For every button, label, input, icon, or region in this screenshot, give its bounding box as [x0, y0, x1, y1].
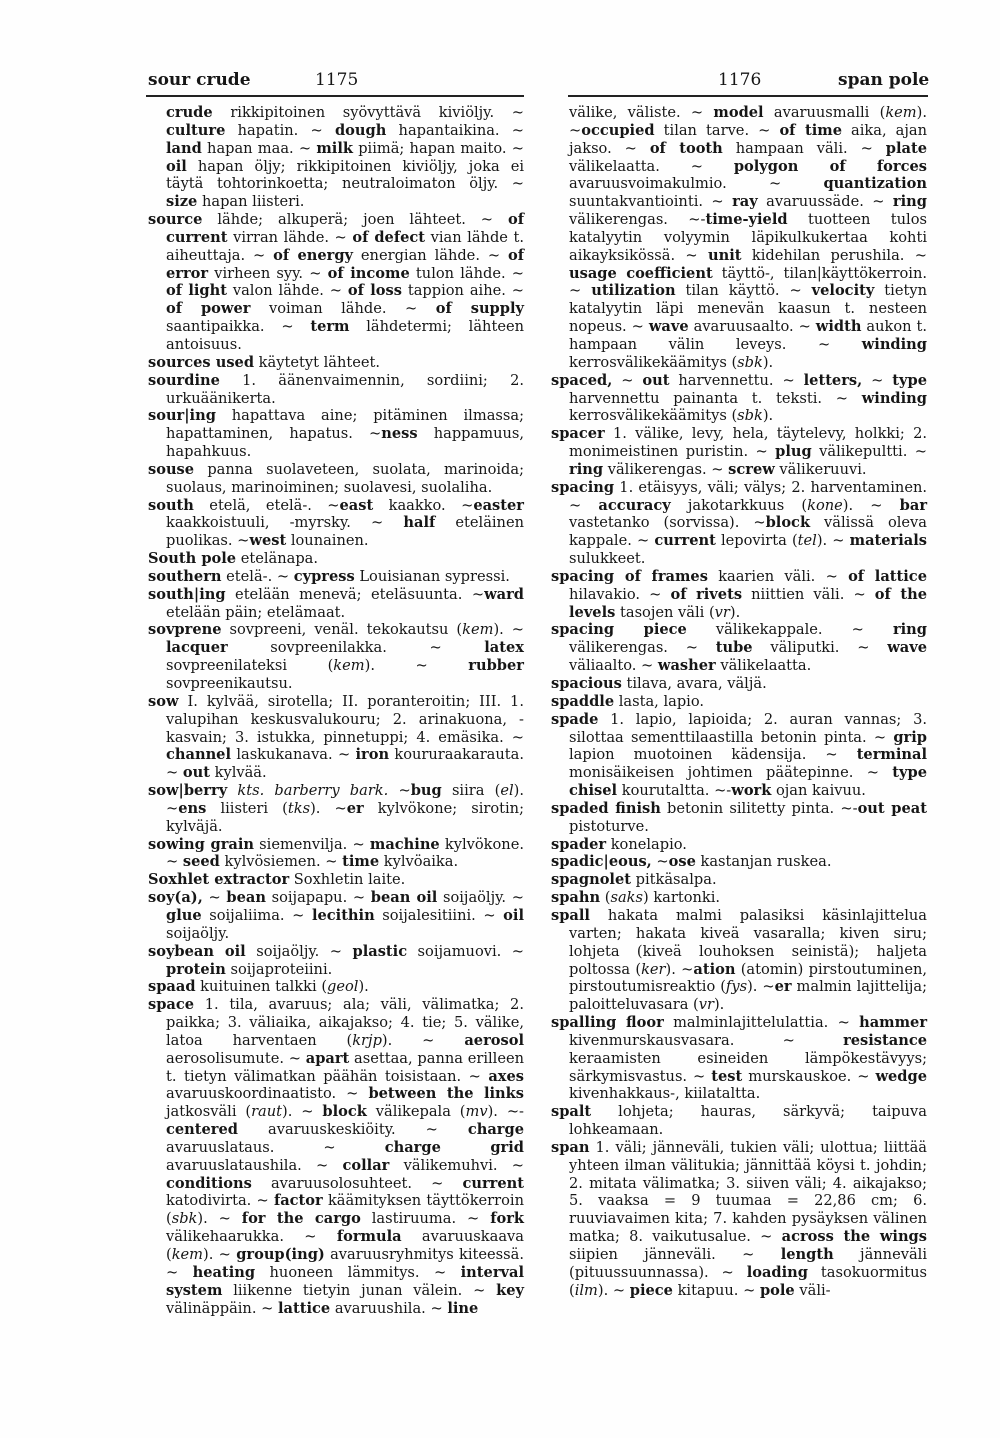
dictionary-entry: soy(a), ~ bean soijapapu. ~ bean oil soijaöljy. ~ glue soijaliima. ~ lecithin soijalesitiini. ~ oil soijaöljy. [148, 889, 524, 942]
dictionary-entry: sources used käytetyt lähteet. [148, 353, 380, 371]
dictionary-entry: spacing piece välikekappale. ~ ring välikerengas. ~ tube väliputki. ~ wave väliaalto. ~ washer välikelaatta. [551, 621, 928, 675]
dictionary-entry: southern etelä-. ~ cypress Louisianan sypressi. [148, 567, 510, 585]
left-running-head: sour crude [148, 70, 251, 90]
dictionary-entry: spaddle lasta, lapio. [551, 692, 705, 710]
dictionary-entry: spaad kuituinen talkki (geol). [148, 978, 369, 996]
dictionary-entry: south etelä, etelä-. ~east kaakko. ~easter kaakkoistuuli, -myrsky. ~ half eteläinen puolikas. ~west lounainen. [148, 496, 524, 550]
right-page-number: 1176 [718, 70, 762, 90]
left-page-number: 1175 [315, 70, 359, 90]
dictionary-entry: spacer 1. välike, levy, hela, täytelevy, holkki; 2. monimeistinen puristin. ~ plug välikepultti. ~ ring välikerengas. ~ screw välikeruuvi. [551, 425, 927, 478]
dictionary-entry: South pole etelänapa. [148, 550, 319, 568]
dictionary-entry: välike, väliste. ~ model avaruusmalli (kem). ~occupied tilan tarve. ~ of time aika, ajan jakso. ~ of tooth hampaan väli. ~ plate välikelaatta. ~ polygon of forces avaruusvoimakulmio. ~ quantization suuntakvantiointi. ~ ray avaruussäde. ~ ring välikerengas. ~-time-yield tuotteen tulos katalyytin volyymin läpikulkukertaa kohti aikayksikössä. ~ unit kidehilan perushila. ~ usage coefficient täyttö-, tilan|käyttökerroin. ~ utilization tilan käyttö. ~ velocity tietyn katalyytin läpi menevän kaasun t. nesteen nopeus. ~ wave avaruusaalto. ~ width aukon t. hampaan välin leveys. ~ winding kerrosvälikekäämitys (sbk). [569, 104, 927, 371]
dictionary-entry: spacious tilava, avara, väljä. [551, 675, 767, 692]
dictionary-entry: spagnolet pitkäsalpa. [551, 871, 717, 889]
left-column [148, 104, 524, 1317]
dictionary-entry: soybean oil soijaöljy. ~ plastic soijamuovi. ~ protein soijaproteiini. [148, 942, 524, 978]
dictionary-entry: source lähde; alkuperä; joen lähteet. ~ of current virran lähde. ~ of defect vian lähde t. aiheuttaja. ~ of energy energian lähde. ~ of error virheen syy. ~ of income tulon lähde. ~ of light valon lähde. ~ of loss tappion aihe. ~ of power voiman lähde. ~ of supply saantipaikka. ~ term lähdetermi; lähteen antoisuus. [148, 211, 524, 353]
dictionary-entry: crude rikkipitoinen syövyttävä kiviöljy. ~ culture hapatin. ~ dough hapantaikina. ~ land hapan maa. ~ milk piimä; hapan maito. ~ oil hapan öljy; rikkipitoinen kiviöljy, joka ei täytä tohtorinkoetta; neutraloimaton öljy. ~ size hapan liisteri. [166, 104, 525, 211]
dictionary-entry: span 1. väli; jänneväli, tukien väli; ulottua; liittää yhteen ilman välitukia; jännittää köysi t. johdin; 2. mitata välimatka; 3. siiven väli; 4. aikajakso; 5. vaaksa = 9 tuumaa = 22,86 cm; 6. ruuviavaimen kita; 7. kahden pysäyksen välinen matka; 8. vaikutusalue. ~ across the wings siipien jänneväli. ~ length jänneväli (pituussuunnassa). ~ loading tasokuormitus (ilm). ~ piece kitapuu. ~ pole väli- [551, 1138, 927, 1299]
dictionary-entry: sourdine 1. äänenvaimennin, sordiini; 2. urkuäänikerta. [148, 371, 524, 407]
header-rule-left [146, 95, 524, 97]
dictionary-entry: sowing grain siemenvilja. ~ machine kylvökone. ~ seed kylvösiemen. ~ time kylvöaika. [148, 835, 524, 871]
dictionary-entry: spadic|eous, ~ose kastanjan ruskea. [551, 853, 832, 871]
header-rule-right [568, 95, 928, 97]
dictionary-entry: spaded finish betonin silitetty pinta. ~-out peat pistoturve. [551, 799, 927, 835]
dictionary-entry: sour|ing hapattava aine; pitäminen ilmassa; hapattaminen, hapatus. ~ness happamuus, hapahkuus. [148, 407, 524, 461]
right-running-head: span pole [838, 70, 930, 90]
dictionary-entry: spade 1. lapio, lapioida; 2. auran vannas; 3. silottaa sementtilaastilla betonin pinta. ~ grip lapion muotoinen kädensija. ~ terminal monisäikeisen johtimen päätepinne. ~ type chisel kourutaltta. ~-work ojan kaivuu. [551, 710, 927, 800]
dictionary-entry: sow I. kylvää, sirotella; II. poranteroitin; III. 1. valupihan keskusvalukouru; 2. arinakuona, -kasvain; 3. istukka, pinnetuppi; 4. emäsika. ~ channel laskukanava. ~ iron koururaakarauta. ~ out kylvää. [148, 692, 524, 782]
dictionary-entry: sovprene sovpreeni, venäl. tekokautsu (kem). ~ lacquer sovpreenilakka. ~ latex sovpreenilateksi (kem). ~ rubber sovpreenikautsu. [148, 621, 524, 692]
dictionary-entry: spader konelapio. [551, 835, 687, 853]
dictionary-entry: souse panna suolaveteen, suolata, marinoida; suolaus, marinoiminen; suolavesi, suolaliha. [148, 460, 524, 496]
dictionary-entry: sow|berry kts. barberry bark. ~bug siira (el). ~ens liisteri (tks). ~er kylvökone; sirotin; kylväjä. [148, 782, 525, 835]
dictionary-entry: spacing of frames kaarien väli. ~ of lattice hilavakio. ~ of rivets niittien väli. ~ of the levels tasojen väli (vr). [551, 567, 927, 621]
dictionary-entry: spahn (saks) kartonki. [551, 889, 721, 907]
dictionary-entry: spalt lohjeta; hauras, särkyvä; taipuva lohkeamaan. [551, 1103, 927, 1139]
dictionary-entry: spaced, ~ out harvennettu. ~ letters, ~ type harvennettu painanta t. teksti. ~ winding kerrosvälikekäämitys (sbk). [551, 371, 927, 425]
dictionary-entry: spacing 1. etäisyys, väli; välys; 2. harventaminen. ~ accuracy jakotarkkuus (kone). ~ bar vastetanko (sorvissa). ~block välissä oleva kappale. ~ current lepovirta (tel). ~ materials sulukkeet. [551, 478, 928, 568]
dictionary-entry: spalling floor malminlajittelulattia. ~ hammer kivenmurskausvasara. ~ resistance keraamisten esineiden lämpökestävyys; särkymisvastus. ~ test murskauskoe. ~ wedge kivenhakkaus-, kiilataltta. [551, 1014, 928, 1103]
dictionary-entry: Soxhlet extractor Soxhletin laite. [148, 871, 406, 889]
right-column [551, 104, 927, 1300]
dictionary-entry: spall hakata malmi palasiksi käsinlajittelua varten; hakata kiveä vasaralla; kiven siru; lohjeta (kiveä louhoksen seinistä); haljeta poltossa (ker). ~ation (atomin) pirstoutuminen, pirstoutumisreaktio (fys). ~er malmin lajittelija; paloitteluvasara (vr). [551, 906, 928, 1014]
dictionary-entry: space 1. tila, avaruus; ala; väli, välimatka; 2. paikka; 3. väliaika, aikajakso; 4. tie; 5. välike, latoa harventaen (krjp). ~ aerosol aerosolisumute. ~ apart asettaa, panna erilleen t. tietyn välimatkan päähän toisistaan. ~ axes avaruuskoordinaatisto. ~ between the links jatkosväli (raut). ~ block välikepala (mv). ~-centered avaruuskeskiöity. ~ charge avaruuslataus. ~ charge grid avaruuslataushila. ~ collar välikemuhvi. ~ conditions avaruusolosuhteet. ~ current katodivirta. ~ factor käämityksen täyttökerroin (sbk). ~ for the cargo lastiruuma. ~ fork välikehaarukka. ~ formula avaruuskaava (kem). ~ group(ing) avaruusryhmitys kiteessä. ~ heating huoneen lämmitys. ~ interval system liikenne tietyin junan välein. ~ key välinäppäin. ~ lattice avaruushila. ~ line [148, 996, 524, 1317]
dictionary-entry: south|ing etelään menevä; eteläsuunta. ~ward etelään päin; etelämaat. [148, 585, 524, 621]
